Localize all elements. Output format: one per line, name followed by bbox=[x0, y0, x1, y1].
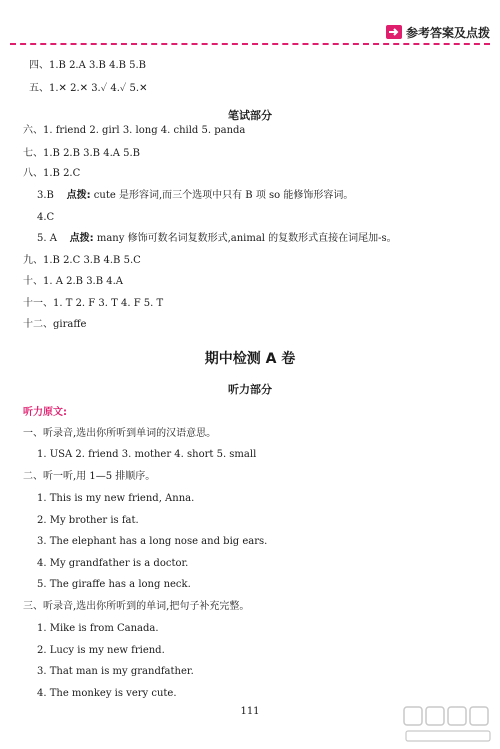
answer-line-5: 五、1.✕ 2.✕ 3.✓ 4.✓ 5.✕ bbox=[29, 83, 148, 94]
listening-line-10: 1. Mike is from Canada. bbox=[37, 623, 159, 634]
listening-line-4: 1. This is my new friend, Anna. bbox=[37, 493, 195, 504]
listening-script-label: 听力原文: bbox=[23, 407, 67, 418]
answer-line-8-4: 4.C bbox=[37, 212, 55, 223]
answer-line-8-3 bbox=[37, 189, 353, 203]
listening-line-2: 1. USA 2. friend 3. mother 4. short 5. small bbox=[37, 449, 257, 460]
exam-title: 期中检测 A 卷 bbox=[204, 351, 296, 367]
answer-number: 3.B bbox=[37, 190, 54, 201]
section-heading-listening: 听力部分 bbox=[228, 383, 272, 396]
answer-line-11: 十一、1. T 2. F 3. T 4. F 5. T bbox=[23, 298, 164, 309]
arrow-right-icon bbox=[386, 25, 402, 39]
listening-line-8: 5. The giraffe has a long neck. bbox=[37, 579, 191, 590]
answer-line-7: 七、1.B 2.B 3.B 4.A 5.B bbox=[23, 148, 141, 159]
answer-line-4: 四、1.B 2.A 3.B 4.B 5.B bbox=[29, 60, 147, 71]
listening-line-5: 2. My brother is fat. bbox=[37, 515, 139, 526]
page-number: 111 bbox=[240, 706, 260, 717]
header-tag bbox=[386, 22, 490, 42]
answer-line-10: 十、1. A 2.B 3.B 4.A bbox=[23, 276, 124, 287]
listening-line-7: 4. My grandfather is a doctor. bbox=[37, 558, 189, 569]
hint-label: 点拨: bbox=[69, 233, 94, 244]
hint-label: 点拨: bbox=[66, 190, 91, 201]
watermark-logo-icon bbox=[402, 703, 494, 745]
answer-line-12: 十二、giraffe bbox=[23, 319, 87, 330]
hint-text: many 修饰可数名词复数形式,animal 的复数形式直接在词尾加-s。 bbox=[96, 233, 397, 244]
listening-line-3: 二、听一听,用 1—5 排顺序。 bbox=[23, 471, 156, 482]
page-header bbox=[0, 20, 500, 50]
listening-line-6: 3. The elephant has a long nose and big ears. bbox=[37, 536, 268, 547]
answer-line-6: 六、1. friend 2. girl 3. long 4. child 5. panda bbox=[23, 125, 246, 136]
hint-text: cute 是形容词,而三个选项中只有 B 项 so 能修饰形容词。 bbox=[93, 190, 354, 201]
listening-line-9: 三、听录音,选出你所听到的单词,把句子补充完整。 bbox=[23, 601, 250, 612]
listening-line-12: 3. That man is my grandfather. bbox=[37, 666, 194, 677]
header-title: 参考答案及点拨 bbox=[405, 25, 490, 40]
listening-line-1: 一、听录音,选出你所听到单词的汉语意思。 bbox=[23, 428, 217, 439]
header-divider bbox=[10, 43, 490, 45]
answer-line-8-5 bbox=[37, 232, 397, 246]
section-heading-written: 笔试部分 bbox=[228, 109, 272, 122]
answer-line-8: 八、1.B 2.C bbox=[23, 168, 81, 179]
answer-line-9: 九、1.B 2.C 3.B 4.B 5.C bbox=[23, 255, 141, 266]
answer-number: 5. A bbox=[37, 233, 57, 244]
listening-line-11: 2. Lucy is my new friend. bbox=[37, 645, 165, 656]
listening-line-13: 4. The monkey is very cute. bbox=[37, 688, 177, 699]
